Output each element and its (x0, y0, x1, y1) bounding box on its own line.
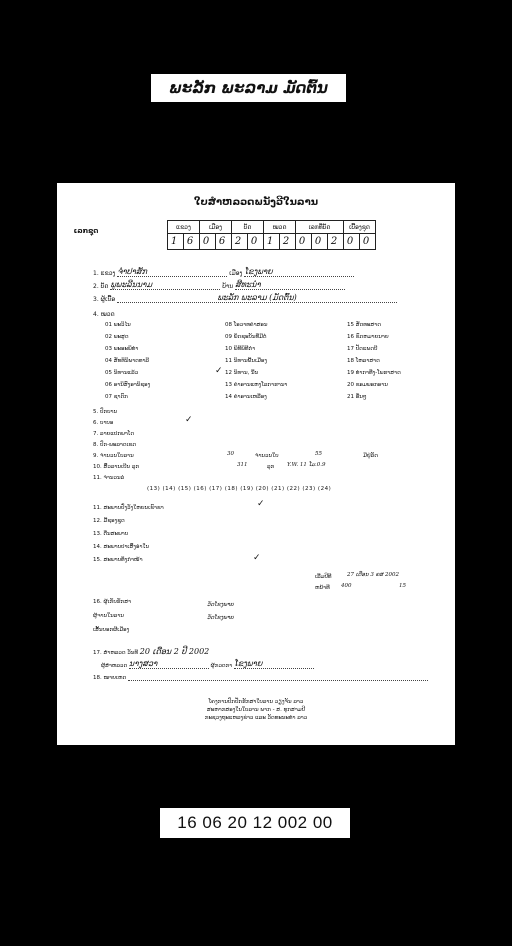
code-digit: 0 (248, 234, 264, 250)
code-digit: 0 (200, 234, 216, 250)
page-label: ຫນ້າທີ (315, 585, 330, 591)
category-option: 16 ຂົດຫມາຍນາຍ (347, 334, 389, 340)
category-option: 06 ອານິສົງອານິຊອງ (105, 382, 151, 388)
code-digit: 0 (344, 234, 360, 250)
category-option: 10 ພິທີພິທີກໍາ (225, 346, 256, 352)
line-label: 13. ຕື່ນສະພາບ (93, 531, 129, 537)
page-sub-value: 15 (399, 583, 406, 589)
manuscript-title-label: ພະລັກ ພະລາມ ມັດຕົ້ນ (151, 74, 346, 102)
writer-label: ຜູ້ຈານໃນລານ (93, 613, 124, 619)
line-label: 15. ສະພາບທຶງກໍາໜ້າ (93, 557, 143, 563)
code-digit: 2 (328, 234, 344, 250)
checkmark-icon: ✓ (253, 553, 261, 563)
line-label: 12. ມື້ຊອງຊູດ (93, 518, 125, 524)
line9-value-a: 30 (227, 451, 234, 457)
line-label: 14. ສະພາບປາເສົ້ງອໍາໃນ (93, 544, 150, 550)
category-option: 13 ຄໍາອານແຫງໂລກາຮານາ (225, 382, 288, 388)
category-option: 07 ຊາດົກ (105, 394, 128, 400)
line-label: 10. ສົ້ວລານເບີນ ລຸກ (93, 464, 140, 470)
province-value: ຈໍາປາສັກ (117, 267, 227, 277)
checker-value: ໂຂງພາຍ (234, 659, 314, 669)
code-digit: 1 (168, 234, 184, 250)
page-value: 400 (341, 583, 352, 589)
checkmark-icon: ✓ (185, 415, 193, 425)
category-option: 03 ພະອະພິທໍາ (105, 346, 139, 352)
category-option: 21 ອື່ນໆ (347, 394, 367, 400)
line-label: 9. ຈໍານວນໃບລານ (93, 453, 134, 459)
line10-value-b: Y.W. 11 ໂມ.0.9 (287, 462, 326, 468)
code-header: ບັດ (232, 221, 264, 234)
date-label: ເລີ້ມປີທີ (315, 574, 332, 580)
row-temple: 2. ບັດ ພູພະລີນນາມ ບ້ານ ສີທະນໍາ (93, 280, 449, 290)
section-category-label: 4. ໝວດ (93, 311, 115, 318)
line-label: 6. ບາບອ (93, 420, 114, 426)
line9-value-b: 55 (315, 451, 322, 457)
row-province: 1. ແຂວງ ຈໍາປາສັກ ເມືອງ ໂຂງພາຍ (93, 267, 449, 277)
line9-label-b: ຈໍານວນໃບ (255, 453, 279, 459)
code-digit: 0 (296, 234, 312, 250)
code-header: ໝວດ (264, 221, 296, 234)
line-label: 8. ປົກ-ພະລາດເຂດ (93, 442, 137, 448)
code-digit: 2 (232, 234, 248, 250)
checkmark-icon: ✓ (257, 499, 265, 509)
category-option: 02 ພະສູດ (105, 334, 129, 340)
checkmark-icon: ✓ (215, 366, 223, 376)
code-header: ເມືອງ (200, 221, 232, 234)
category-option: 17 ປັດແພດບີ (347, 346, 378, 352)
code-label: ເລກຊຸດ (73, 227, 99, 235)
footer-line: ໂຄງການປົກປັກຮັກສາໃບລານ ວຽງຈັນ ລາວ (208, 699, 304, 705)
date-value: 27 ເດືອນ 3 ຄສ 2002 (347, 572, 399, 578)
code-digit: 6 (216, 234, 232, 250)
document-number-label: 16 06 20 12 002 00 (160, 808, 350, 838)
code-header: ເບື້ອງຊຸດ (344, 221, 376, 234)
form-title: ໃບສໍາຫລວດພນັງວີໃນລານ (194, 197, 318, 208)
owner-value: ວັດໂຂງພາຍ (207, 602, 234, 608)
line10-label-b: ລຸກ (267, 464, 275, 470)
code-header: ເລກທີ່ບັດ (296, 221, 344, 234)
category-option: 04 ສັທທິນິພາດທາລີ (105, 358, 150, 364)
surveyor-line: ຜູ້ສໍາຫລວດ ນາງສວາ ຜູ້ກວດກາ ໂຂງພາຍ (101, 659, 314, 669)
survey-line: 17. ສໍາຫລວດ ວັນທີ 20 ເດືອນ 2 ປີ 2002 (93, 647, 210, 656)
owner-label: 16. ຜູ້ເກັບຮັກສາ (93, 599, 132, 605)
note-line: 18. ໝາຍເຫດ (93, 675, 428, 681)
village-value: ສີທະນໍາ (235, 280, 345, 290)
footer-line: ສະຫາກສອງໃນໃບລານ ພາກ - ສ. ທຸກສາມປີ (206, 707, 306, 713)
category-option: 20 ຂອມພອກອານ (347, 382, 388, 388)
category-option-selected: 12 ນິທານ, ນິ້ນ (225, 370, 259, 376)
category-option: 08 ໂອວາທຄໍາສອນ (225, 322, 268, 328)
surveyor-value: ນາງສວາ (129, 659, 209, 669)
line-label: 7. ລາຍແປກພາໂດ (93, 431, 135, 437)
code-table (167, 220, 376, 250)
code-header: ແຂວງ (168, 221, 200, 234)
code-digit: 0 (360, 234, 376, 250)
code-digit: 0 (312, 234, 328, 250)
line11-ticks: (13) (14) (15) (16) (17) (18) (19) (20) (21) (22) (23) (24) (147, 486, 332, 492)
temple-value: ພູພະລີນນາມ (110, 280, 220, 290)
survey-date: 20 ເດືອນ 2 ປີ 2002 (139, 647, 210, 656)
category-option: 09 ພຶດຊະບັນທີ່ມີຕໍ່ (225, 334, 267, 340)
line10-value-a: 311 (237, 462, 248, 468)
category-option: 19 ທໍາກາທີ່ງ-ໂພຮາສາດ (347, 370, 401, 376)
category-option: 15 ສັດທະສາດ (347, 322, 381, 328)
code-digit: 1 (264, 234, 280, 250)
writer-value: ວັດໂຂງພາຍ (207, 615, 234, 621)
row-title: 3. ຜູ້ເນື້ອ ພະລັກ ພະລາມ (ມັດຕົ້ນ) (93, 293, 449, 303)
category-option: 01 ພະວິໄນ (105, 322, 131, 328)
survey-form-sheet (57, 183, 455, 745)
line-label: 5. ປົກບານ (93, 409, 118, 415)
code-digit: 6 (184, 234, 200, 250)
code-digit: 2 (280, 234, 296, 250)
category-option: 11 ນິທານພື້ນເມືອງ (225, 358, 268, 364)
category-option: 14 ຄໍາອານເຫລືອງ (225, 394, 267, 400)
line9-label-c: ມີຢູ່ລັດ (363, 453, 378, 459)
form-footer (57, 698, 455, 722)
category-option: 05 ນິທານແລ້ວ (105, 370, 139, 376)
other-label: ເສັ້ນບອກຜີເມືອງ (93, 627, 130, 633)
line-label: 11. ຈໍານວນລໍ (93, 475, 125, 481)
line-label: 11. ສະພາບປ່ົງວັງໃຫຍນເຂົາຂາ (93, 505, 164, 511)
footer-line: ກະຊວງຖະແຫລງຂ່າວ ແລະ ວັດທະນະທໍາ ລາວ (204, 715, 308, 721)
title-value: ພະລັກ ພະລາມ (ມັດຕົ້ນ) (117, 293, 397, 303)
category-option: 18 ໂຫລາສາດ (347, 358, 380, 364)
district-value: ໂຂງພາຍ (244, 267, 354, 277)
